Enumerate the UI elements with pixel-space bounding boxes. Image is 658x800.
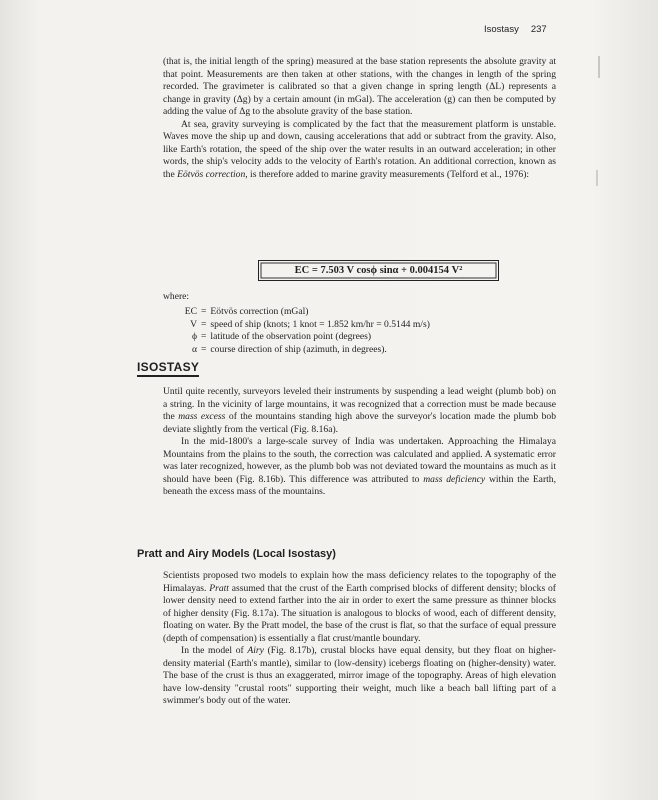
definition-item: α = course direction of ship (azimuth, in degrees).: [191, 343, 387, 355]
running-header: [484, 24, 547, 35]
paragraph: Scientists proposed two models to explain how the mass deficiency relates to the topography of the Himalayas. Pratt assumed that the crust of the Earth comprised blocks of different density; blocks of lower density need to extend farther into the air in order to exert the same pressure as thinner blocks of higher density (Fig. 8.17a). The situation is analogous to blocks of wood, each of different density, floating on water. By the Pratt model, the base of the crust is flat, so that the surface of equal pressure (depth of compensation) is essentially a flat crust/mantle boundary.: [163, 570, 556, 644]
page-number: 237: [530, 24, 547, 35]
definition-item: V = speed of ship (knots; 1 knot = 1.852 km/hr = 0.5144 m/s): [190, 318, 430, 330]
subsection-heading: Pratt and Airy Models (Local Isostasy): [137, 548, 336, 560]
pratt-airy-text-block: [163, 570, 556, 708]
section-heading: ISOSTASY: [137, 360, 199, 377]
where-label: where:: [163, 291, 190, 302]
definitions-list: [183, 306, 430, 356]
isostasy-text-block: [163, 386, 556, 499]
paragraph: (that is, the initial length of the spring) measured at the base station represents the absolute gravity at that point. Measurements are then taken at other stations, with the changes in length of the spring recorded. The gravimeter is calibrated so that a given change in spring length (ΔL) represents a change in gravity (Δg) by a certain amount (in mGal). The acceleration (g) can then be computed by adding the value of Δg to the absolute gravity of the base station.: [163, 56, 556, 118]
definition-item: ϕ = latitude of the observation point (degrees): [191, 331, 372, 342]
paragraph: At sea, gravity surveying is complicated by the fact that the measurement platform is unstable. Waves move the ship up and down, causing accelerations that add or subtract from the gravity. Also, like Earth's rotation, the speed of the ship over the water results in an outward acceleration; in other words, the ship's velocity adds to the velocity of Earth's rotation. An additional correction, known as the Eötvös correction, is therefore added to marine gravity measurements (Telford et al., 1976):: [163, 118, 556, 180]
bleed-through-mark: [598, 56, 620, 78]
paragraph: In the mid-1800's a large-scale survey of India was undertaken. Approaching the Himalaya Mountains from the plains to the south, the correction was calculated and applied. A systematic error was later recognized, however, as the plumb bob was not deviated toward the mountains as much as it should have been (Fig. 8.16b). This difference was attributed to mass deficiency within the Earth, beneath the excess mass of the mountains.: [163, 436, 556, 498]
paragraph: In the model of Airy (Fig. 8.17b), crustal blocks have equal density, but they float on higher-density material (Earth's mantle), similar to (low-density) icebergs floating on (higher-density) water. The base of the crust is thus an exaggerated, mirror image of the topography. Areas of high elevation have low-density "crustal roots" supporting their weight, much like a beach ball lifting part of a swimmer's body out of the water.: [163, 645, 556, 707]
equation-box: EC = 7.503 V cosϕ sinα + 0.004154 V²: [258, 260, 499, 281]
bleed-through-mark: [596, 170, 612, 186]
gravity-text-block: [163, 56, 556, 181]
running-title: Isostasy: [484, 24, 519, 35]
paragraph: Until quite recently, surveyors leveled their instruments by suspending a lead weight (plumb bob) on a string. In the vicinity of large mountains, it was recognized that a correction must be made because the mass excess of the mountains standing high above the surveyor's location made the plumb bob deviate slightly from the vertical (Fig. 8.16a).: [163, 386, 556, 435]
term-eotvos-correction: Eötvös correction: [177, 168, 246, 180]
definition-item: EC = Eötvös correction (mGal): [184, 306, 309, 317]
